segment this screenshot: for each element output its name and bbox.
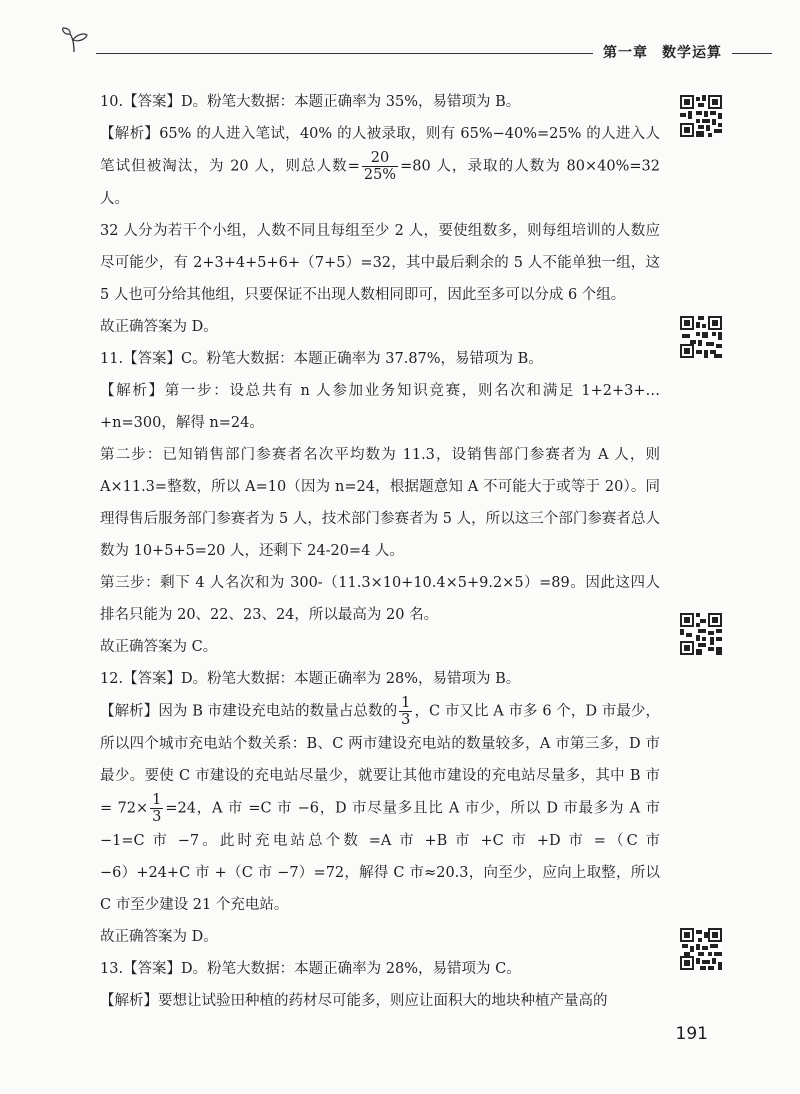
q13-answer: 13.【答案】D。粉笔大数据：本题正确率为 28%，易错项为 C。 bbox=[100, 961, 521, 977]
q10-answer: 10.【答案】D。粉笔大数据：本题正确率为 35%，易错项为 B。 bbox=[100, 94, 521, 110]
qr-code-icon[interactable] bbox=[680, 316, 722, 358]
fraction: $\frac{1}{3}$ bbox=[152, 792, 162, 825]
chapter-title: 数学运算 bbox=[662, 45, 722, 61]
q10-analysis: 【解析】65% 的人进入笔试，40% 的人被录取，则有 65%−40%=25% 的人进入人笔试但被淘汰，为 20 人，则总人数= $\frac{20}{25\%}$ =80 人，录取的人数为 80×40%=32 人。 bbox=[100, 126, 660, 207]
page-number: 191 bbox=[675, 1024, 708, 1044]
chapter-label: 第一章 bbox=[603, 45, 648, 61]
sprout-icon bbox=[60, 26, 90, 54]
q11-step2: 第二步：已知销售部门参赛者名次平均数为 11.3，设销售部门参赛者为 A 人，则 A×11.3=整数，所以 A=10（因为 n=24，根据题意知 A 不可能大于或等于 20）。同理得售后服务部门参赛者为 5 人，技术部门参赛者为 5 人，所以这三个部门参赛者总人数为 10+5+5=20 人，还剩下 24-20=4 人。 bbox=[100, 447, 660, 559]
q11-conclusion: 故正确答案为 C。 bbox=[100, 639, 218, 655]
q11-step3: 第三步：剩下 4 人名次和为 300-（11.3×10+10.4×5+9.2×5）=89。因此这四人排名只能为 20、22、23、24，所以最高为 20 名。 bbox=[100, 575, 660, 623]
q12-analysis: 【解析】因为 B 市建设充电站的数量占总数的 $\frac{1}{3}$ ，C 市又比 A 市多 6 个，D 市最少，所以四个城市充电站个数关系：B、C 两市建设充电站的数量较多，A 市第三多，D 市最少。要使 C 市建设的充电站尽量少，就要让其他市建设的充电站尽量多，其中 B 市 = 72× $\frac{1}{3}$ =24，A 市 =C 市 −6，D 市尽量多且比 A 市少，所以 D 市最多为 A 市 −1=C 市 −7。此时充电站总个数 =A 市 +B 市 +C 市 +D 市 =（C 市 −6）+24+C 市 +（C 市 −7）=72，解得 C 市≈20.3，向至少，应向上取整，所以 C 市至少建设 21 个充电站。 bbox=[100, 695, 661, 913]
page-header bbox=[60, 22, 772, 62]
qr-code-icon[interactable] bbox=[680, 95, 722, 137]
solution-text bbox=[100, 86, 660, 1017]
fraction: $\frac{1}{3}$ bbox=[401, 695, 411, 728]
q11-step1: 【解析】第一步：设总共有 n 人参加业务知识竞赛，则名次和满足 1+2+3+…+n=300，解得 n=24。 bbox=[100, 383, 660, 431]
chapter-heading bbox=[593, 42, 732, 62]
q10-analysis-cont: 32 人分为若干个小组，人数不同且每组至少 2 人，要使组数多，则每组培训的人数应尽可能少，有 2+3+4+5+6+（7+5）=32，其中最后剩余的 5 人不能单独一组，这 5 人也可分给其他组，只要保证不出现人数相同即可，因此至多可以分成 6 个组。 bbox=[100, 223, 660, 303]
q12-conclusion: 故正确答案为 D。 bbox=[100, 929, 218, 945]
q11-answer: 11.【答案】C。粉笔大数据：本题正确率为 37.87%，易错项为 B。 bbox=[100, 351, 543, 367]
qr-code-icon[interactable] bbox=[680, 613, 722, 655]
q10-conclusion: 故正确答案为 D。 bbox=[100, 319, 218, 335]
q12-answer: 12.【答案】D。粉笔大数据：本题正确率为 28%，易错项为 B。 bbox=[100, 671, 521, 687]
qr-code-icon[interactable] bbox=[680, 928, 722, 970]
fraction: $\frac{20}{25\%}$ bbox=[363, 150, 397, 183]
q13-analysis: 【解析】要想让试验田种植的药材尽可能多，则应让面积大的地块种植产量高的 bbox=[100, 993, 608, 1009]
